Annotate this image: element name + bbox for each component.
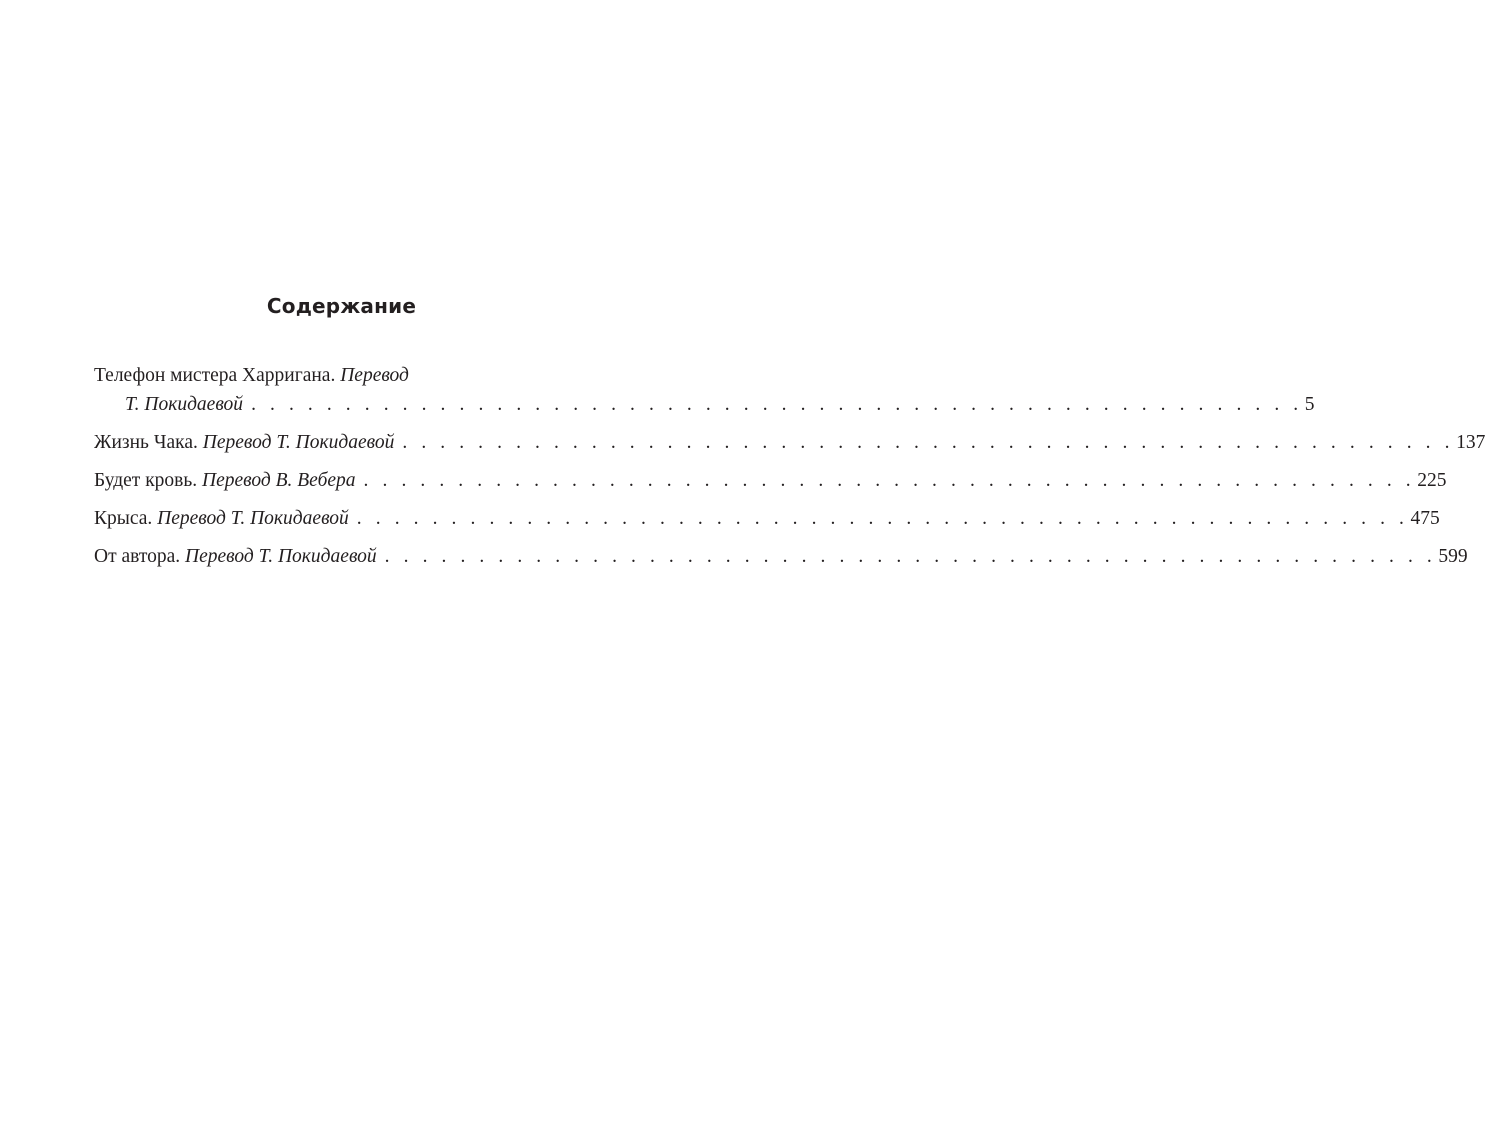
entry-page-number: 599 [1438,546,1468,567]
dot-leader: . . . . . . . . . . . . . . . . . . . . . . . . . . . . . . . . . . . . . . . . . . . . . . . . . . . . . . . . [251,394,1303,415]
entry-page-number: 475 [1410,508,1440,529]
toc-entry-blood[interactable] [94,467,1447,495]
toc-entry-rat[interactable] [94,505,1440,533]
entry-page-number: 137 [1456,432,1485,453]
toc-entry-author[interactable] [94,543,1468,571]
toc-entry-line [94,429,1485,457]
entry-translator: Перевод Т. Покидаевой [185,546,377,567]
dot-leader: . . . . . . . . . . . . . . . . . . . . . . . . . . . . . . . . . . . . . . . . . . . . . . . . . . . . . . . . [363,470,1416,491]
entry-title: От автора. [94,546,181,567]
entry-translator: Перевод Т. Покидаевой [157,508,349,529]
entry-translator: Перевод Т. Покидаевой [202,432,395,453]
toc-entry-line [94,505,1440,533]
entry-translator: Перевод [340,365,409,386]
toc-entry-line [94,543,1468,571]
entry-title: Будет кровь. [94,470,198,491]
toc-title: Содержание [266,294,417,318]
toc-entry-line-continued [94,391,1315,419]
entry-page-number: 225 [1417,470,1447,491]
toc-entry-chuck[interactable] [94,429,1485,457]
entry-title: Жизнь Чака. [94,432,198,453]
entry-translator: Перевод В. Вебера [202,470,356,491]
table-of-contents [94,362,1485,571]
entry-page-number: 5 [1304,394,1315,415]
entry-title: Крыса. [94,508,153,529]
toc-entry-line [94,467,1447,495]
toc-entry-line [94,362,588,390]
entry-title: Телефон мистера Харригана. [94,365,336,386]
entry-translator-continued: Т. Покидаевой [125,394,244,415]
dot-leader: . . . . . . . . . . . . . . . . . . . . . . . . . . . . . . . . . . . . . . . . . . . . . . . . . . . . . . . . [402,432,1455,453]
dot-leader: . . . . . . . . . . . . . . . . . . . . . . . . . . . . . . . . . . . . . . . . . . . . . . . . . . . . . . . . [384,546,1437,567]
dot-leader: . . . . . . . . . . . . . . . . . . . . . . . . . . . . . . . . . . . . . . . . . . . . . . . . . . . . . . . . [356,508,1409,529]
toc-entry-harrigan[interactable] [94,362,1315,419]
